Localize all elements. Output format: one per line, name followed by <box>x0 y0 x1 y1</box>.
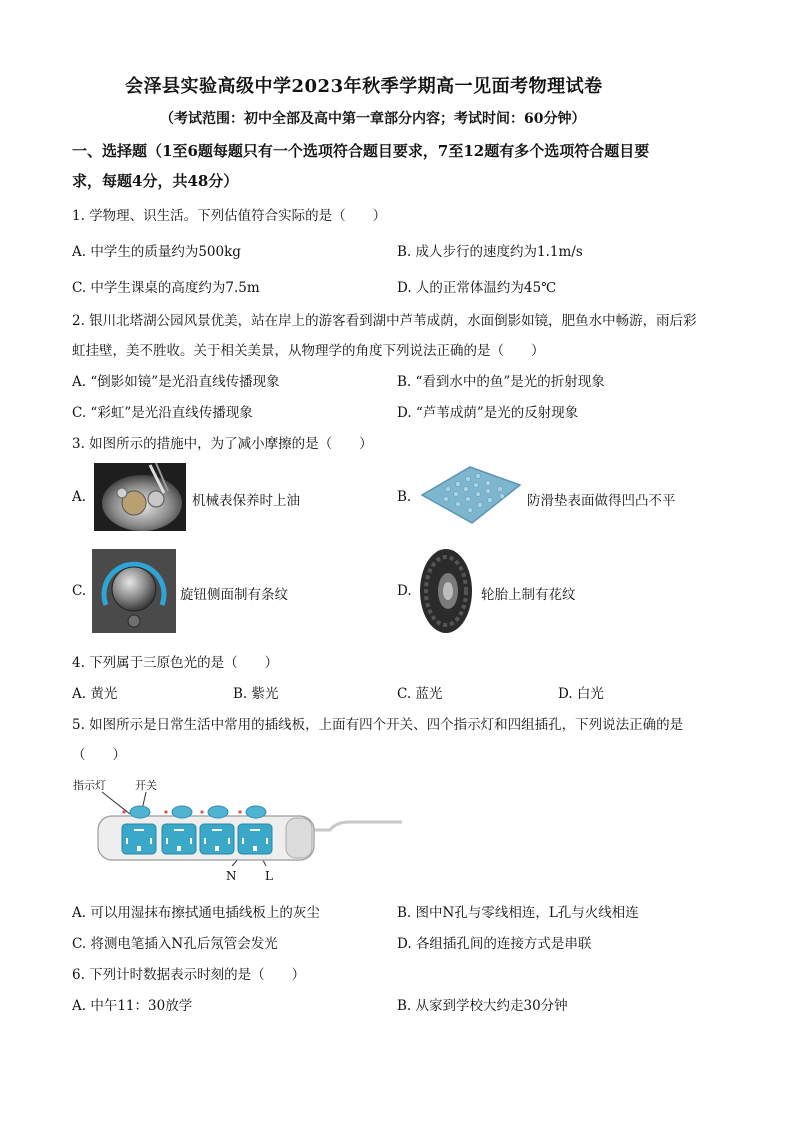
question-6-option-b: B. 从家到学校大约走30分钟 <box>397 998 568 1014</box>
question-2-stem-line1: 2. 银川北塔湖公园风景优美，站在岸上的游客看到湖中芦苇成荫，水面倒影如镜，肥鱼水中畅游，雨后彩 <box>72 313 697 329</box>
question-1-option-b: B. 成人步行的速度约为1.1m/s <box>397 244 583 260</box>
exam-title: 会泽县实验高级中学2023年秋季学期高一见面考物理试卷 <box>125 76 603 97</box>
question-3-option-b-letter: B. <box>397 489 412 505</box>
section-heading-line1: 一、选择题（1至6题每题只有一个选项符合题目要求，7至12题有多个选项符合题目要 <box>72 142 650 160</box>
exam-scope: （考试范围：初中全部及高中第一章部分内容；考试时间：60分钟） <box>160 111 586 127</box>
section-heading-line2: 求，每题4分，共48分） <box>72 172 239 190</box>
question-1-option-c: C. 中学生课桌的高度约为7.5m <box>72 280 260 296</box>
question-2-option-a: A. “倒影如镜”是光沿直线传播现象 <box>72 374 280 390</box>
tire-image <box>418 547 474 635</box>
question-5-option-c: C. 将测电笔插入N孔后氖管会发光 <box>72 936 278 952</box>
question-5-stem-line1: 5. 如图所示是日常生活中常用的插线板，上面有四个开关、四个指示灯和四组插孔，下列说法正确的是 <box>72 717 684 733</box>
question-2-option-d: D. “芦苇成荫”是光的反射现象 <box>397 405 579 421</box>
label-indicator-light: 指示灯 <box>73 779 106 792</box>
question-6-option-a: A. 中午11：30放学 <box>72 998 193 1014</box>
question-5-option-d: D. 各组插孔间的连接方式是串联 <box>397 936 592 952</box>
question-4-option-a: A. 黄光 <box>72 686 118 702</box>
question-5-option-b: B. 图中N孔与零线相连，L孔与火线相连 <box>397 905 639 921</box>
question-3-option-d-letter: D. <box>397 583 412 599</box>
label-l: L <box>265 869 273 883</box>
question-2-option-b: B. “看到水中的鱼”是光的折射现象 <box>397 374 605 390</box>
question-5-stem-line2: （ ） <box>72 747 126 763</box>
question-3-option-d-text: 轮胎上制有花纹 <box>481 587 576 603</box>
question-3-option-c-letter: C. <box>72 583 87 599</box>
label-switch: 开关 <box>135 779 157 792</box>
question-6-stem: 6. 下列计时数据表示时刻的是（ ） <box>72 967 306 983</box>
question-3-option-b-text: 防滑垫表面做得凹凸不平 <box>527 493 676 509</box>
anti-slip-mat-image <box>418 463 522 527</box>
question-3-option-a-text: 机械表保养时上油 <box>192 493 300 509</box>
question-1-option-d: D. 人的正常体温约为45℃ <box>397 280 557 296</box>
question-2-stem-line2: 虹挂壁，美不胜收。关于相关美景，从物理学的角度下列说法正确的是（ ） <box>72 343 545 359</box>
question-4-option-d: D. 白光 <box>558 686 604 702</box>
watch-maintenance-image <box>94 463 186 531</box>
question-2-option-c: C. “彩虹”是光沿直线传播现象 <box>72 405 253 421</box>
question-1-option-a: A. 中学生的质量约为500kg <box>72 244 241 260</box>
question-3-option-a-letter: A. <box>72 489 87 505</box>
question-5-option-a: A. 可以用湿抹布擦拭通电插线板上的灰尘 <box>72 905 320 921</box>
question-1-stem: 1. 学物理、识生活。下列估值符合实际的是（ ） <box>72 208 387 224</box>
question-3-stem: 3. 如图所示的措施中，为了减小摩擦的是（ ） <box>72 436 373 452</box>
power-strip-figure <box>90 788 402 872</box>
question-4-option-b: B. 紫光 <box>233 686 279 702</box>
question-4-stem: 4. 下列属于三原色光的是（ ） <box>72 655 279 671</box>
question-3-option-c-text: 旋钮侧面制有条纹 <box>180 587 288 603</box>
knob-image <box>92 549 176 633</box>
label-n: N <box>226 869 237 883</box>
question-4-option-c: C. 蓝光 <box>397 686 443 702</box>
